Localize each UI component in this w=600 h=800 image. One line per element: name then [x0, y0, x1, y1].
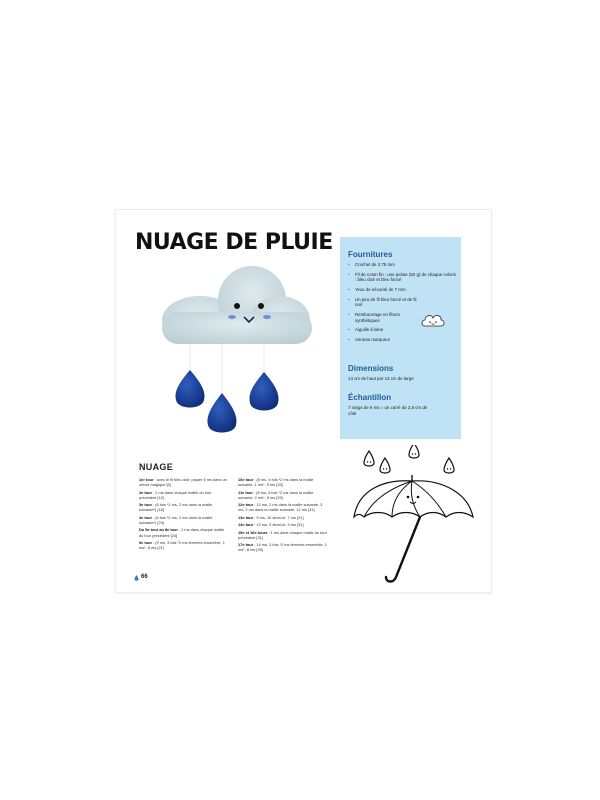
supply-item: • Rembourrage en fibres synthétiques [348, 312, 425, 324]
page-number: 66 [141, 574, 148, 580]
pattern-row: 9e tour : (9 ms, 3 fois *2 ms fermées ensemble, 1 ms*, 6 ms [21] [139, 539, 225, 551]
dimensions-heading: Dimensions [348, 364, 394, 373]
pattern-row: Du 5e tour au 8e tour : 1 ms dans chaque maille du tour précédent [24] [139, 527, 225, 538]
pattern-row: 3e tour : (6 fois *1 ms, 2 ms dans la maille suivante*) [18] [139, 502, 213, 513]
cloud-icon [420, 312, 446, 330]
pattern-row: 4e tour : (6 fois *2 ms, 2 ms dans la maille suivante*) [24] [139, 514, 213, 525]
umbrella-icon [350, 445, 490, 595]
supplies-list [348, 262, 458, 347]
supply-item: • Aiguille à laine [348, 327, 458, 333]
section-title: NUAGE [139, 462, 174, 472]
pattern-column-1 [139, 477, 229, 553]
gauge-text: 7 rangs de 6 ms = un carré de 2,5 cm de côté [348, 405, 428, 416]
page-title: NUAGE DE PLUIE [135, 230, 333, 255]
pattern-row: 10e tour : (8 ms, 4 fois *2 ms dans la maille suivante, 1 ms*, 5 ms [25] [238, 477, 314, 488]
supply-item: • Yeux de sécurité de 7 mm [348, 287, 458, 293]
supply-item: • Un peu de fil bleu foncé et de fil noir [348, 297, 425, 309]
pattern-column-2 [238, 477, 328, 555]
pattern-row: 13e tour : 9 ms, 15 demi-br, 7 ms [31] [238, 514, 304, 520]
gauge-heading: Échantillon [348, 393, 392, 402]
cloud-photo [140, 262, 325, 447]
supplies-heading: Fournitures [348, 250, 393, 259]
supply-item: • Fil de coton fin : une pelote (50 g) de chaque coloris : bleu clair et bleu foncé [348, 272, 458, 284]
pattern-row: 11e tour : (8 ms, 4 fois *2 ms dans la maille suivante, 2 ms*, 5 ms [29] [238, 489, 314, 500]
pattern-row: 1er tour : avec le fil bleu clair, piquer 6 ms dans un cercle magique [6] [139, 477, 227, 488]
supply-item: • Anneau marqueur [348, 337, 458, 343]
supplies-box [340, 237, 461, 439]
supply-item: • Crochet de 2,75 mm [348, 262, 458, 268]
pattern-row: 2e tour : 2 ms dans chaque maille du tour précédent [12] [139, 489, 212, 500]
pattern-row: 15e et 16e tours : 1 ms dans chaque maille du tour précédent [31] [238, 529, 327, 540]
pattern-row: 12e tour : 12 ms, 2 ms dans la maille suivante, 3 ms, 2 ms dans la maille suivante, 12 ms [31] [238, 502, 323, 513]
dimensions-text: 14 cm de haut par 13 cm de large [348, 376, 414, 381]
raindrop-icon [134, 575, 139, 582]
pattern-row: 17e tour : 14 ms, 3 fois *2 ms fermées ensemble, 1 ms*, 8 ms [28] [238, 542, 327, 553]
pattern-row: 14e tour : 13 ms, 9 demi-br, 9 ms [31] [238, 522, 304, 528]
